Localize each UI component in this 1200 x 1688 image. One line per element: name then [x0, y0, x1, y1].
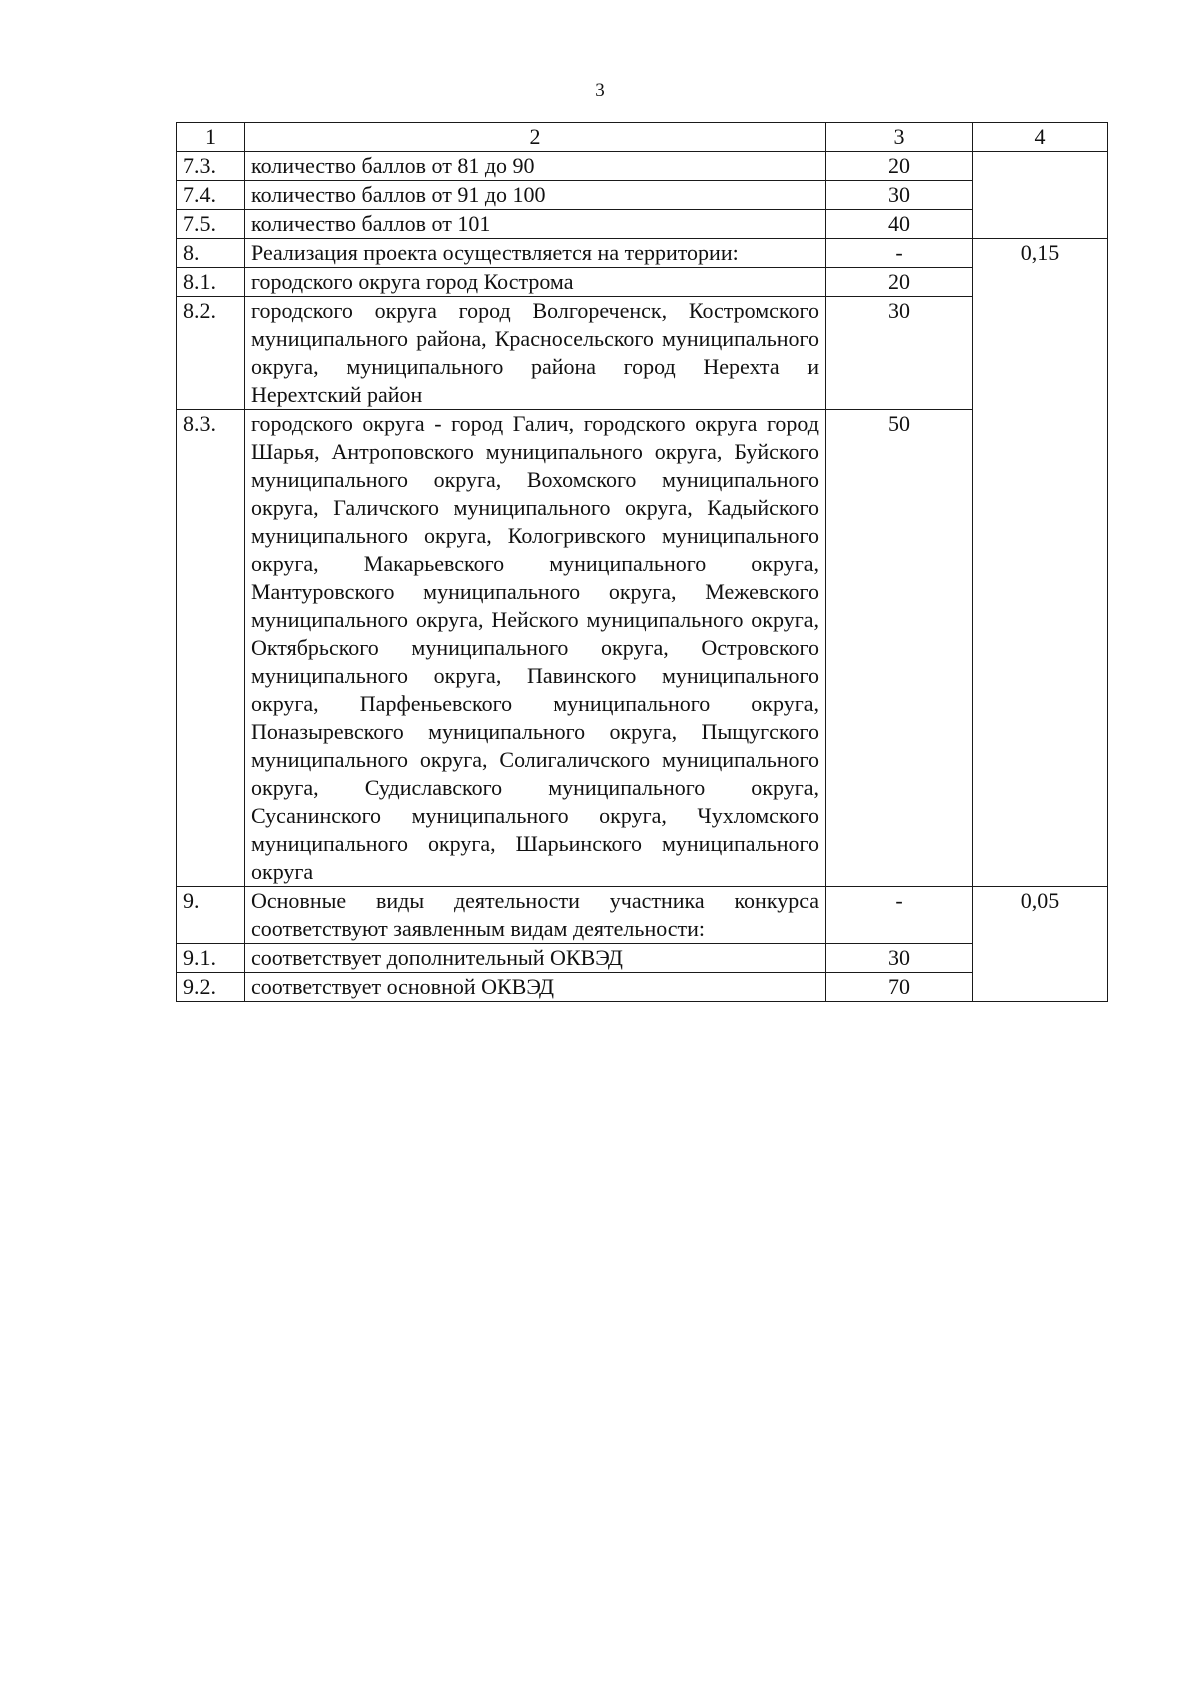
table-row: [177, 887, 1108, 944]
header-cell: 3: [826, 123, 973, 152]
row-score: 40: [826, 210, 973, 239]
table-row: [177, 181, 1108, 210]
row-score: 70: [826, 973, 973, 1002]
row-score: 50: [826, 410, 973, 887]
row-text: количество баллов от 91 до 100: [245, 181, 826, 210]
table-row: [177, 944, 1108, 973]
row-number: 9.: [177, 887, 245, 944]
row-number: 9.1.: [177, 944, 245, 973]
page-number: 3: [595, 80, 605, 101]
table-row: [177, 410, 1108, 887]
row-text: соответствует дополнительный ОКВЭД: [245, 944, 826, 973]
row-number: 9.2.: [177, 973, 245, 1002]
header-cell: 2: [245, 123, 826, 152]
table-row: [177, 152, 1108, 181]
row-score: 30: [826, 297, 973, 410]
row-score: -: [826, 239, 973, 268]
row-text: количество баллов от 81 до 90: [245, 152, 826, 181]
row-score: 30: [826, 181, 973, 210]
row-weight: 0,05: [973, 887, 1108, 1002]
row-number: 7.5.: [177, 210, 245, 239]
row-text: Основные виды деятельности участника конкурса соответствуют заявленным видам деятельности:: [245, 887, 826, 944]
row-text: количество баллов от 101: [245, 210, 826, 239]
row-text: соответствует основной ОКВЭД: [245, 973, 826, 1002]
row-number: 8.: [177, 239, 245, 268]
row-number: 7.4.: [177, 181, 245, 210]
row-score: 30: [826, 944, 973, 973]
table-row: [177, 973, 1108, 1002]
row-number: 7.3.: [177, 152, 245, 181]
table-row: [177, 268, 1108, 297]
row-score: -: [826, 887, 973, 944]
criteria-table: [176, 122, 1108, 1002]
row-text: городского округа - город Галич, городского округа город Шарья, Антроповского муниципального округа, Буйского муниципального округа, Вохомского муниципального округа, Галичского муниципального округа, Кадыйского муниципального округа, Кологривского муниципального округа, Макарьевского муниципального округа, Мантуровского муниципального округа, Межевского муниципального округа, Нейского муниципального округа, Октябрьского муниципального округа, Островского муниципального округа, Павинского муниципального округа, Парфеньевского муниципального округа, Поназыревского муниципального округа, Пыщугского муниципального округа, Солигаличского муниципального округа, Судиславского муниципального округа, Сусанинского муниципального округа, Чухломского муниципального округа, Шарьинского муниципального округа: [245, 410, 826, 887]
table-header-row: [177, 123, 1108, 152]
row-text: Реализация проекта осуществляется на территории:: [245, 239, 826, 268]
row-score: 20: [826, 152, 973, 181]
row-text: городского округа город Кострома: [245, 268, 826, 297]
table-row: [177, 297, 1108, 410]
header-cell: 1: [177, 123, 245, 152]
row-number: 8.1.: [177, 268, 245, 297]
row-weight: 0,15: [973, 239, 1108, 887]
row-number: 8.2.: [177, 297, 245, 410]
table-row: [177, 210, 1108, 239]
row-weight-empty: [973, 152, 1108, 239]
header-cell: 4: [973, 123, 1108, 152]
row-score: 20: [826, 268, 973, 297]
row-number: 8.3.: [177, 410, 245, 887]
table-row: [177, 239, 1108, 268]
row-text: городского округа город Волгореченск, Костромского муниципального района, Красносельского муниципального округа, муниципального района город Нерехта и Нерехтский район: [245, 297, 826, 410]
